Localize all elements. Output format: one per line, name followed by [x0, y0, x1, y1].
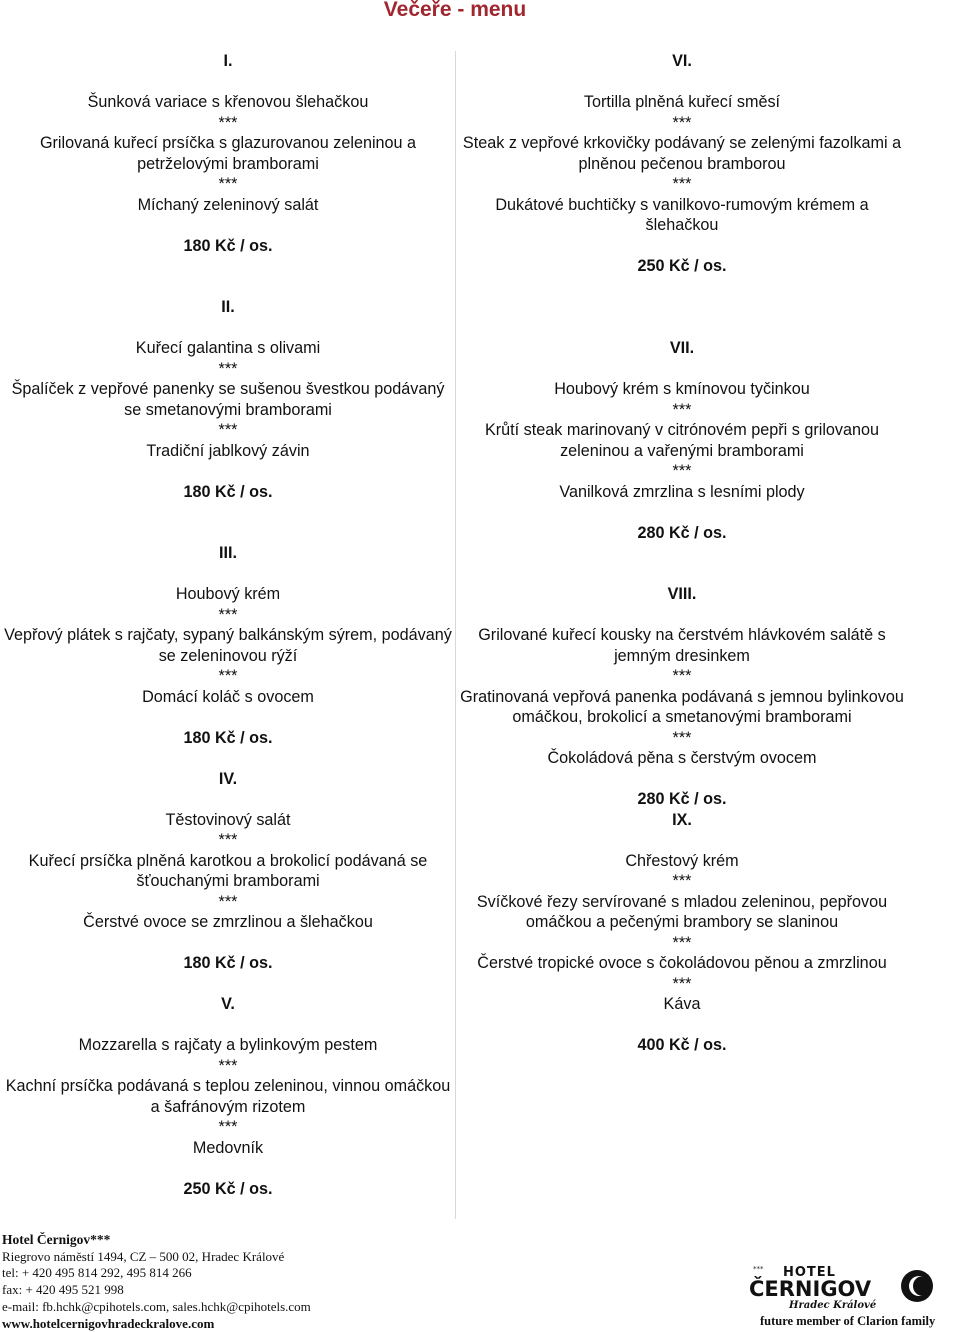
- menu-item: Gratinovaná vepřová panenka podávaná s jemnou bylinkovou omáčkou, brokolicí a smetanovými bramborami: [460, 687, 904, 726]
- menu-item: Houbový krém: [175, 585, 281, 603]
- menu-item: Tortilla plněná kuřecí směsí: [583, 93, 781, 111]
- separator: ***: [672, 728, 692, 747]
- hotel-website: www.hotelcernigovhradeckralove.com: [2, 1315, 215, 1331]
- menu-item: Vanilková zmrzlina s lesními plody: [559, 482, 805, 501]
- menu-item: Čerstvé tropické ovoce s čokoládovou pěnou a zmrzlinou: [477, 954, 887, 972]
- separator: ***: [672, 872, 692, 890]
- menu-number: III.: [219, 544, 237, 562]
- separator: ***: [672, 400, 692, 419]
- separator: ***: [672, 113, 692, 132]
- hotel-fax: fax: + 420 495 521 998: [2, 1282, 124, 1298]
- menu-number: IX.: [672, 810, 692, 829]
- separator: ***: [672, 667, 692, 685]
- separator: ***: [218, 175, 238, 193]
- menu-item: Šunková variace s křenovou šlehačkou: [87, 93, 369, 111]
- separator: ***: [218, 667, 238, 685]
- menu-item: Mozzarella s rajčaty a bylinkovým pestem: [78, 1036, 378, 1054]
- clarion-family-text: future member of Clarion family: [760, 1314, 936, 1328]
- menu-price: 180 Kč / os.: [183, 954, 273, 972]
- menu-item: Medovník: [192, 1138, 264, 1157]
- hotel-phone: tel: + 420 495 814 292, 495 814 266: [2, 1265, 192, 1281]
- menu-item: Grilovaná kuřecí prsíčka s glazurovanou zeleninou a petrželovými bramborami: [39, 134, 417, 173]
- menu-number: VI.: [672, 52, 692, 70]
- separator: ***: [218, 892, 238, 911]
- menu-item: Houbový krém s kmínovou tyčinkou: [554, 380, 810, 398]
- column-divider: [455, 51, 456, 1219]
- menu-number: I.: [223, 52, 233, 70]
- menu-number: II.: [221, 298, 235, 316]
- menu-column-right: [458, 51, 906, 1056]
- menu-price: 250 Kč / os.: [637, 257, 727, 275]
- separator: ***: [218, 421, 238, 439]
- separator: ***: [218, 113, 238, 132]
- menu-item: Krůtí steak marinovaný v citrónovém pepři s grilovanou zeleninou a vařenými bramborami: [484, 421, 880, 460]
- menu-item: Dukátové buchtičky s vanilkovo-rumovým krémem a šlehačkou: [495, 195, 869, 234]
- menu-item: Čokoládová pěna s čerstvým ovocem: [547, 749, 817, 767]
- hotel-name: Hotel Černigov***: [2, 1232, 111, 1247]
- menu-item: Tradiční jablkový závin: [146, 441, 310, 460]
- menu-column-left: [4, 51, 452, 1199]
- logo-hotel-text: HOTEL: [783, 1265, 836, 1280]
- separator: ***: [672, 175, 692, 193]
- menu-item: Kachní prsíčka podávaná s teplou zeleninou, vinnou omáčkou a šafránovým rizotem: [5, 1077, 451, 1116]
- menu-price: 280 Kč / os.: [637, 523, 727, 542]
- hotel-contact-footer: [2, 1232, 311, 1332]
- menu-item: Grilované kuřecí kousky na čerstvém hlávkovém salátě s jemným dresinkem: [478, 626, 886, 665]
- hotel-address: Riegrovo náměstí 1494, CZ – 500 02, Hradec Králové: [2, 1248, 285, 1264]
- page-title: Večeře - menu: [383, 0, 527, 21]
- separator: ***: [218, 1118, 238, 1136]
- hotel-email: e-mail: fb.hchk@cpihotels.com, sales.hchk@cpihotels.com: [2, 1298, 311, 1314]
- separator: ***: [672, 933, 692, 952]
- menu-item: Chřestový krém: [625, 851, 739, 870]
- menu-price: 400 Kč / os.: [637, 1036, 727, 1054]
- separator: ***: [672, 462, 692, 480]
- menu-price: 180 Kč / os.: [183, 482, 273, 501]
- separator: ***: [218, 831, 238, 849]
- menu-price: 180 Kč / os.: [183, 236, 273, 255]
- logo-main-text: ČERNIGOV: [749, 1277, 872, 1301]
- menu-number: VIII.: [667, 585, 697, 603]
- menu-item: Domácí koláč s ovocem: [142, 687, 314, 706]
- clarion-mark-icon: [901, 1270, 933, 1302]
- logo-city-text: Hradec Králové: [789, 1300, 877, 1310]
- menu-item: Svíčkové řezy servírované s mladou zeleninou, pepřovou omáčkou a pečenými brambory se slaninou: [476, 892, 888, 931]
- menu-item: Špalíček z vepřové panenky se sušenou švestkou podávaný se smetanovými bramborami: [11, 380, 445, 419]
- menu-number: IV.: [218, 769, 238, 788]
- menu-price: 180 Kč / os.: [183, 728, 273, 747]
- menu-item: Míchaný zeleninový salát: [137, 195, 319, 214]
- menu-price: 250 Kč / os.: [183, 1179, 273, 1198]
- menu-number: VII.: [669, 339, 695, 357]
- menu-item: Vepřový plátek s rajčaty, sypaný balkánským sýrem, podávaný se zeleninovou rýží: [4, 626, 452, 665]
- logo-stars: ***: [753, 1265, 764, 1273]
- separator: ***: [218, 1056, 238, 1075]
- menu-item: Kuřecí galantina s olivami: [135, 339, 321, 357]
- menu-item: Steak z vepřové krkovičky podávaný se zelenými fazolkami a plněnou pečenou bramborou: [462, 134, 902, 173]
- separator: ***: [672, 974, 692, 993]
- menu-item: Čerstvé ovoce se zmrzlinou a šlehačkou: [83, 913, 373, 931]
- menu-item: Káva: [663, 995, 701, 1013]
- menu-price: 280 Kč / os.: [637, 790, 727, 808]
- menu-number: V.: [221, 995, 235, 1013]
- menu-item: Kuřecí prsíčka plněná karotkou a brokolicí podávaná se šťouchanými bramborami: [28, 851, 428, 890]
- separator: ***: [218, 605, 238, 624]
- hotel-cernigov-logo: [745, 1262, 935, 1310]
- separator: ***: [218, 359, 238, 378]
- menu-item: Těstovinový salát: [165, 810, 291, 829]
